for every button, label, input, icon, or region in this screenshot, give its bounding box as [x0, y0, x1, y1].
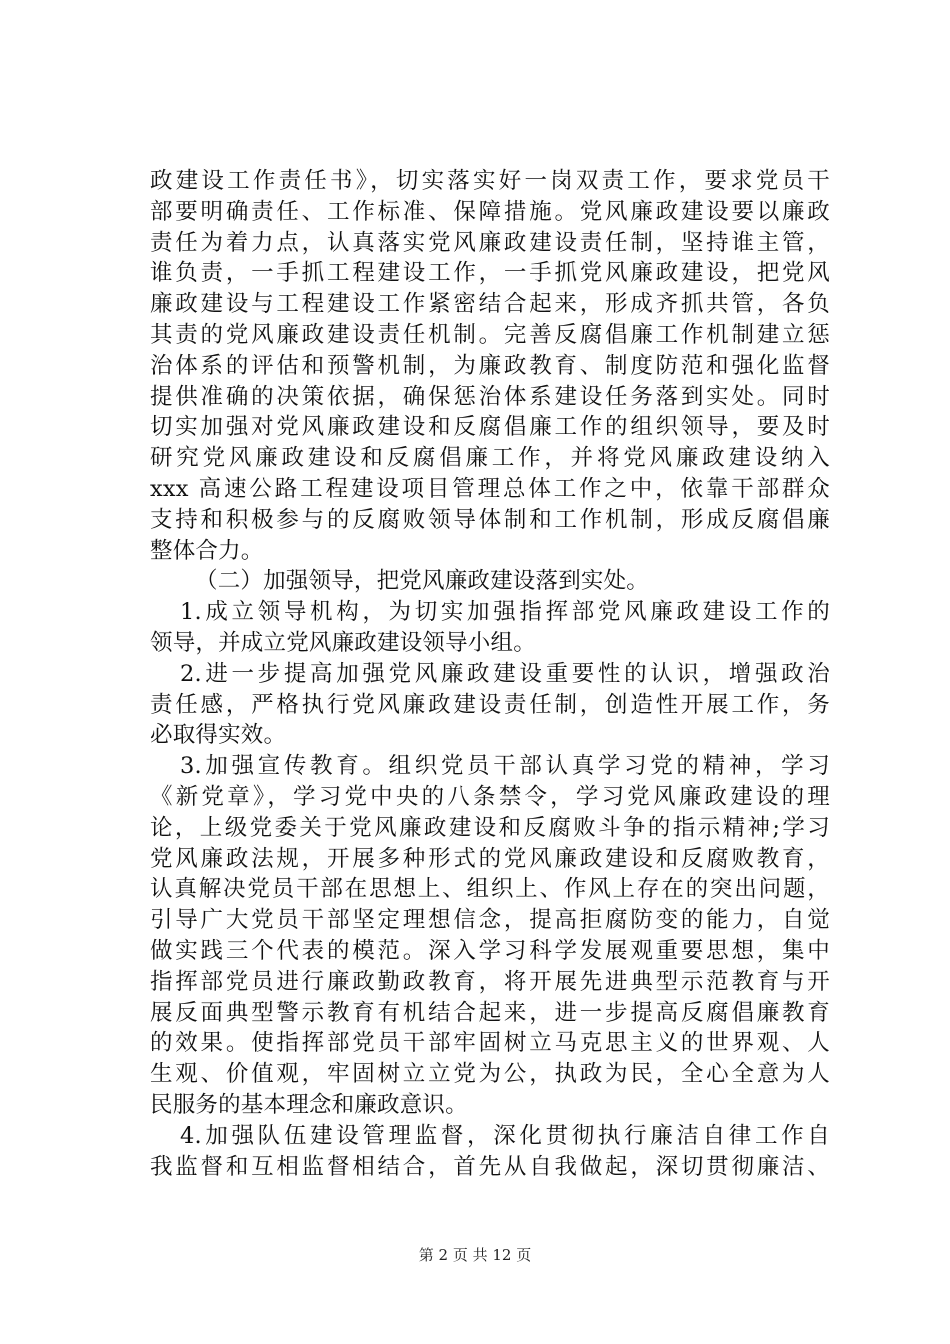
- text-line: 必取得实效。: [150, 722, 287, 749]
- text-line: 指挥部党员进行廉政勤政教育，将开展先进典型示范教育与开: [150, 968, 830, 995]
- text-line: 我监督和互相监督相结合，首先从自我做起，深切贯彻廉洁、: [150, 1153, 830, 1180]
- text-line: xxx 高速公路工程建设项目管理总体工作之中，依靠干部群众: [150, 475, 830, 502]
- page-footer: 第 2 页 共 12 页: [418, 1246, 532, 1264]
- text-line: 谁负责，一手抓工程建设工作，一手抓党风廉政建设，把党风: [150, 260, 830, 287]
- text-line: 支持和积极参与的反腐败领导体制和工作机制，形成反腐倡廉: [150, 506, 830, 533]
- text-line: 《新党章》，学习党中央的八条禁令，学习党风廉政建设的理: [150, 783, 830, 810]
- text-line: 3.加强宣传教育。组织党员干部认真学习党的精神，学习: [180, 753, 830, 780]
- text-line: 2.进一步提高加强党风廉政建设重要性的认识，增强政治: [180, 660, 830, 687]
- text-line: 研究党风廉政建设和反腐倡廉工作，并将党风廉政建设纳入: [150, 445, 830, 472]
- text-line: 党风廉政法规，开展多种形式的党风廉政建设和反腐败教育，: [150, 845, 830, 872]
- body-text: [150, 166, 830, 1182]
- text-line: 部要明确责任、工作标准、保障措施。党风廉政建设要以廉政: [150, 198, 830, 225]
- text-line: 的效果。使指挥部党员干部牢固树立马克思主义的世界观、人: [150, 1030, 830, 1057]
- text-line: 治体系的评估和预警机制，为廉政教育、制度防范和强化监督: [150, 352, 830, 379]
- text-line: 廉政建设与工程建设工作紧密结合起来，形成齐抓共管，各负: [150, 291, 830, 318]
- text-line: 其责的党风廉政建设责任机制。完善反腐倡廉工作机制建立惩: [150, 321, 830, 348]
- text-line: 切实加强对党风廉政建设和反腐倡廉工作的组织领导，要及时: [150, 414, 830, 441]
- text-line: 整体合力。: [150, 537, 264, 564]
- text-line: 引导广大党员干部坚定理想信念，提高拒腐防变的能力，自觉: [150, 907, 830, 934]
- text-line: 政建设工作责任书》，切实落实好一岗双责工作，要求党员干: [150, 168, 830, 194]
- text-line: 展反面典型警示教育有机结合起来，进一步提高反腐倡廉教育: [150, 999, 830, 1026]
- text-line: 民服务的基本理念和廉政意识。: [150, 1091, 468, 1118]
- text-line: 认真解决党员干部在思想上、组织上、作风上存在的突出问题，: [150, 876, 830, 903]
- text-line: （二）加强领导，把党风廉政建设落到实处。: [195, 568, 650, 595]
- text-line: 提供准确的决策依据，确保惩治体系建设任务落到实处。同时: [150, 383, 830, 410]
- text-line: 责任为着力点，认真落实党风廉政建设责任制，坚持谁主管，: [150, 229, 830, 256]
- text-line: 1.成立领导机构，为切实加强指挥部党风廉政建设工作的: [180, 599, 830, 626]
- text-line: 做实践三个代表的模范。深入学习科学发展观重要思想，集中: [150, 937, 830, 964]
- text-line: 责任感，严格执行党风廉政建设责任制，创造性开展工作，务: [150, 691, 830, 718]
- text-line: 生观、价值观，牢固树立立党为公，执政为民，全心全意为人: [150, 1061, 830, 1088]
- text-line: 领导，并成立党风廉政建设领导小组。: [150, 629, 536, 656]
- text-line: 4.加强队伍建设管理监督，深化贯彻执行廉洁自律工作自: [180, 1122, 830, 1149]
- text-line: 论，上级党委关于党风廉政建设和反腐败斗争的指示精神;学习: [150, 814, 830, 841]
